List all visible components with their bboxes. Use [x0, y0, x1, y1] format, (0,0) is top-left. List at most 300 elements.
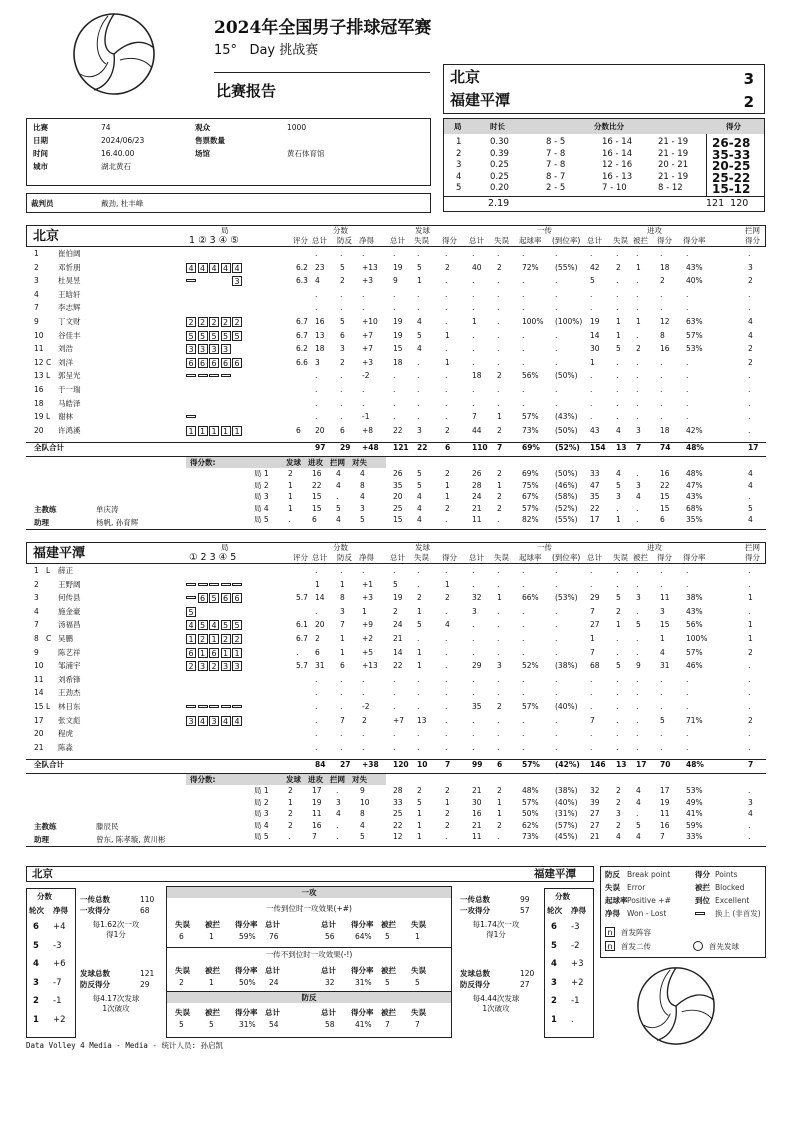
player-stat: .: [472, 303, 475, 313]
per-set-stat: 39: [590, 797, 600, 807]
per-set-points: 4: [336, 515, 341, 525]
team-header: [26, 542, 766, 564]
player-stat: 2: [660, 276, 665, 286]
per-set-points: 4: [360, 820, 365, 830]
per-set-stat: 26: [393, 469, 403, 479]
player-stat: .: [497, 742, 500, 752]
per-set-stat: .: [748, 832, 751, 842]
player-stat: .: [362, 566, 365, 575]
player-stat: .: [445, 289, 448, 299]
rot-net: +6: [53, 959, 66, 969]
per-set-stat: 11: [472, 832, 482, 842]
per-set-stat: 12: [393, 832, 403, 842]
player-stat: .: [315, 398, 318, 408]
player-stat: .: [660, 742, 663, 752]
player-stat: .: [393, 371, 396, 381]
player-stat: .: [393, 289, 396, 299]
set-position: 5: [221, 331, 231, 341]
divider: [26, 846, 766, 847]
info-value: 1000: [287, 123, 307, 132]
rot-title: 分数: [555, 892, 570, 901]
player-stat: .: [315, 606, 318, 616]
per-set-stat: 22: [590, 503, 600, 513]
player-stat: .: [616, 249, 619, 258]
player-stat: .: [616, 303, 619, 313]
player-stat: 1: [590, 634, 595, 643]
per-set-stat: 50%: [522, 809, 539, 819]
group-header: 一传: [537, 226, 552, 235]
per-set-stat: 11: [660, 809, 670, 819]
player-number: 12: [34, 357, 44, 367]
player-stat: (53%): [555, 593, 578, 603]
player-stat: .: [616, 276, 619, 286]
player-stat: 2: [340, 357, 345, 367]
per-set-points: 4: [336, 469, 341, 479]
per-set-stat: 17: [590, 515, 600, 525]
player-stat: .: [590, 289, 593, 299]
col-header: 得分: [442, 553, 457, 562]
points-col: 进攻: [308, 775, 323, 785]
player-stat: 6.6: [296, 357, 308, 367]
col-header: 得分率: [683, 236, 706, 245]
player-stat: .: [555, 606, 558, 616]
player-stat: .: [660, 729, 663, 739]
points-label: 得分数:: [190, 775, 216, 785]
player-stat: 5: [417, 620, 422, 630]
set-position: 6: [232, 358, 242, 368]
per-set-points: 7: [312, 832, 317, 842]
player-stat: .: [472, 344, 475, 354]
total-stat: 120: [393, 760, 409, 770]
player-stat: .: [497, 566, 500, 575]
player-stat: .: [497, 385, 500, 394]
total-stat: 48%: [686, 443, 704, 453]
rot-number: 2: [33, 996, 39, 1006]
total-stat: 57%: [522, 760, 540, 770]
col-header: 总计: [469, 553, 484, 562]
player-stat: 5.7: [296, 661, 308, 671]
player-role: C: [46, 634, 52, 643]
player-stat: .: [555, 620, 558, 630]
player-stat: 3: [472, 606, 477, 616]
rot-col: 轮次: [29, 906, 44, 915]
player-stat: 4: [660, 647, 665, 657]
player-stat: .: [472, 620, 475, 630]
legend-term: 失误: [605, 883, 620, 892]
player-stat: 1: [616, 620, 621, 630]
player-stat: 31: [660, 661, 670, 671]
player-stat: .: [616, 371, 619, 381]
player-stat: 1: [315, 579, 320, 589]
per-set-stat: 26: [472, 469, 482, 479]
good-left-val: 59%: [239, 932, 256, 941]
per-set-stat: 4: [417, 492, 422, 502]
player-stat: .: [445, 606, 448, 616]
player-stat: .: [660, 566, 663, 575]
player-stat: .: [497, 579, 500, 589]
divider: [444, 196, 764, 197]
page-subtitle: 15° Day 挑战赛: [214, 43, 319, 58]
per-set-points: 1: [288, 503, 293, 513]
per-set-stat: 5: [417, 469, 422, 479]
per-set-stat: 20: [393, 492, 403, 502]
info-label: 日期: [33, 136, 48, 145]
player-stat: .: [590, 412, 593, 422]
player-stat: 42: [590, 262, 600, 272]
player-stat: .: [636, 606, 639, 616]
player-stat: .: [417, 303, 420, 313]
per-set-stat: 4: [748, 480, 753, 490]
player-stat: 2: [616, 262, 621, 272]
total-stat: 7: [445, 760, 451, 770]
player-stat: .: [315, 688, 318, 698]
per-set-stat: 15: [660, 492, 670, 502]
summary-team-right: 福建平潭: [534, 868, 576, 880]
player-stat: .: [555, 715, 558, 725]
player-stat: .: [616, 412, 619, 422]
good-right-col: 得分率: [351, 920, 374, 929]
sideout-box: [166, 886, 452, 1038]
player-stat: .: [472, 566, 475, 575]
bad-right-val: 31%: [355, 978, 372, 987]
sub-marker: [198, 583, 208, 586]
legend-desc: Won - Lost: [627, 909, 667, 918]
team2-sets: 2: [743, 93, 754, 111]
player-stat: 57%: [686, 647, 703, 657]
rot-number: 6: [33, 922, 39, 932]
set-position: 6: [198, 358, 208, 368]
per-set-points: 8: [360, 480, 365, 490]
player-stat: +10: [362, 317, 378, 326]
per-set-points: 4: [336, 809, 341, 819]
player-stat: .: [445, 385, 448, 394]
player-stat: .: [660, 702, 663, 711]
player-stat: .: [340, 688, 343, 698]
col-header: 失误: [494, 236, 509, 245]
player-stat: .: [590, 371, 593, 381]
center-title: 一攻: [301, 888, 317, 897]
set-position: 6: [221, 358, 231, 368]
player-stat: .: [686, 702, 689, 711]
total-stat: 7: [497, 443, 503, 453]
set-position: 4: [221, 263, 231, 273]
per-set-stat: 82%: [522, 515, 539, 525]
player-stat: .: [660, 249, 663, 258]
legend-desc: Excellent: [715, 896, 750, 905]
player-stat: .: [660, 579, 663, 589]
player-stat: .: [590, 579, 593, 589]
player-stat: .: [522, 674, 525, 684]
per-set-stat: 2: [616, 820, 621, 830]
good-title: 一传到位时一攻效果(+#): [266, 904, 352, 913]
player-stat: -1: [362, 412, 370, 422]
player-number: 3: [34, 276, 39, 286]
player-stat: .: [362, 729, 365, 739]
set-position: 2: [221, 317, 231, 327]
per-set-stat: 67%: [522, 492, 539, 502]
player-stat: .: [393, 385, 396, 394]
bad-left-val: 24: [269, 978, 279, 987]
coach-label: 主教练: [34, 505, 57, 515]
summary-header: [26, 866, 594, 882]
player-stat: .: [590, 385, 593, 394]
info-value: 2024/06/23: [101, 136, 145, 145]
player-stat: 53%: [686, 344, 703, 354]
info-value: 16.40.00: [101, 149, 135, 158]
total-stat: 70: [660, 760, 671, 770]
rot-number: 5: [33, 940, 39, 951]
player-stat: 2: [748, 344, 753, 354]
player-stat: 7: [472, 412, 477, 422]
player-stat: .: [555, 249, 558, 258]
counter-left-val: 5: [179, 1020, 184, 1029]
per-set-points: 10: [360, 797, 370, 807]
player-stat: .: [445, 742, 448, 752]
per-set-stat: 16: [472, 809, 482, 819]
rot-number: 4: [551, 959, 557, 969]
summary-team-left: 北京: [32, 868, 53, 880]
player-stat: .: [362, 674, 365, 684]
player-stat: .: [636, 412, 639, 422]
set-position: 1: [221, 426, 231, 436]
player-stat: .: [445, 661, 448, 671]
player-stat: 14: [590, 330, 600, 340]
per-set-stat: 4: [636, 797, 641, 807]
set-partial: 16 - 14: [602, 148, 633, 159]
set-duration: 0.30: [490, 137, 509, 147]
player-stat: .: [522, 276, 525, 286]
player-stat: 19: [590, 317, 600, 326]
per-set-points: 4: [360, 469, 365, 479]
player-stat: +7: [362, 344, 374, 354]
divider: [706, 134, 707, 196]
set-position: 2: [232, 634, 242, 644]
legend-box: [600, 866, 766, 958]
player-stat: (43%): [555, 412, 578, 422]
total-stat: 121: [393, 443, 409, 453]
rot-number: 1: [551, 1014, 557, 1025]
set-position: 5: [232, 331, 242, 341]
legend-desc: Points: [715, 870, 738, 879]
rot-number: 5: [551, 940, 557, 951]
total-stat: 84: [315, 760, 326, 770]
set-position: 4: [209, 620, 219, 630]
player-stat: 3: [748, 262, 753, 272]
player-stat: .: [472, 385, 475, 394]
player-stat: .: [445, 303, 448, 313]
good-left-col: 被拦: [205, 920, 220, 929]
player-stat: 8: [660, 330, 665, 340]
bad-left-val: 50%: [239, 978, 256, 987]
player-stat: .: [660, 357, 663, 367]
per-set-points: 15: [312, 503, 322, 513]
per-set-stat: .: [445, 515, 448, 525]
rot-net: -3: [53, 940, 62, 951]
player-stat: .: [555, 647, 558, 657]
starter-box: n: [605, 927, 615, 937]
player-stat: .: [340, 303, 343, 313]
total-stat: 99: [472, 760, 483, 770]
player-stat: .: [522, 742, 525, 752]
per-set-label: 局 4: [254, 503, 269, 513]
player-stat: (50%): [555, 371, 578, 381]
per-set-stat: 35: [590, 492, 600, 502]
player-stat: .: [636, 385, 639, 394]
rot-col: 净得: [53, 906, 68, 915]
good-right-val: 56: [325, 932, 335, 941]
player-stat: .: [497, 289, 500, 299]
group-header: 分数: [333, 226, 348, 235]
player-stat: .: [686, 579, 689, 589]
player-stat: 5: [417, 330, 422, 340]
player-stat: .: [686, 249, 689, 258]
player-stat: .: [522, 634, 525, 643]
rotation-box-right: [544, 888, 594, 1038]
player-stat: 3: [340, 344, 345, 354]
set-position: 5: [232, 620, 242, 630]
player-stat: 11: [660, 593, 670, 603]
player-stat: 12: [660, 317, 670, 326]
player-stat: 2: [393, 606, 398, 616]
bad-left-val: 2: [179, 978, 184, 987]
set-score: 20-25: [712, 159, 751, 173]
legend-term: 净得: [605, 909, 620, 918]
player-stat: .: [660, 289, 663, 299]
player-stat: .: [555, 729, 558, 739]
set-position: 6: [209, 358, 219, 368]
total-stat: 17: [748, 443, 759, 453]
player-sets: [186, 371, 232, 387]
col-header: 失误: [494, 553, 509, 562]
player-stat: .: [636, 579, 639, 589]
player-stat: 3: [660, 606, 665, 616]
player-stat: .: [315, 385, 318, 394]
col-header: 分数比分: [594, 122, 624, 131]
player-stat: .: [497, 344, 500, 354]
per-set-stat: 4: [636, 786, 641, 796]
player-stat: .: [472, 330, 475, 340]
player-stat: 4: [616, 425, 621, 435]
referee-box: [26, 193, 431, 213]
per-set-stat: 4: [748, 809, 753, 819]
col-header: 得分: [726, 122, 741, 131]
player-number: 13: [34, 371, 44, 381]
per-set-points: 2: [288, 809, 293, 819]
player-number: 20: [34, 729, 44, 739]
set-position: 2: [232, 317, 242, 327]
legend-term: 到位: [695, 896, 710, 905]
sub-marker: [209, 374, 219, 377]
player-name: 杜昊昱: [58, 276, 81, 286]
player-stat: .: [590, 742, 593, 752]
player-stat: 1: [340, 647, 345, 657]
player-stat: .: [686, 566, 689, 575]
player-stat: .: [636, 742, 639, 752]
bad-right-col: 总计: [321, 966, 336, 975]
total-stat: (42%): [555, 760, 580, 770]
player-stat: 57%: [522, 702, 539, 711]
player-stat: (40%): [555, 702, 578, 711]
set-position: 2: [198, 634, 208, 644]
player-stat: .: [315, 702, 318, 711]
player-stat: .: [660, 398, 663, 408]
counter-right-val: 41%: [355, 1020, 372, 1029]
per-set-stat: 2: [445, 469, 450, 479]
per-set-label: 局 2: [254, 797, 269, 807]
player-stat: .: [315, 371, 318, 381]
player-stat: .: [417, 742, 420, 752]
set-position: 2: [209, 317, 219, 327]
good-right-val: 1: [415, 932, 420, 941]
sub-marker: [209, 583, 219, 586]
player-stat: 2: [497, 702, 502, 711]
player-stat: .: [340, 371, 343, 381]
player-stat: .: [616, 674, 619, 684]
player-stat: .: [748, 371, 751, 381]
player-stat: .: [472, 634, 475, 643]
set-score: 25-22: [712, 170, 751, 185]
per-set-stat: .: [497, 515, 500, 525]
player-stat: 14: [393, 647, 403, 657]
left-srv-value: 29: [140, 980, 150, 989]
volleyball-icon: [636, 966, 716, 1046]
player-stat: .: [445, 674, 448, 684]
per-set-stat: 1: [417, 809, 422, 819]
col-header: 净得: [359, 236, 374, 245]
set-position: 4: [186, 620, 196, 630]
per-set-stat: 35%: [686, 515, 703, 525]
player-stat: .: [497, 674, 500, 684]
right-srv-note: 1次破攻: [482, 1004, 510, 1013]
player-stat: 4: [748, 330, 753, 340]
per-set-stat: 5: [748, 503, 753, 513]
player-name: 王野阔: [58, 579, 81, 589]
per-set-stat: .: [616, 503, 619, 513]
set-position: 5: [198, 331, 208, 341]
col-header: 被拦: [633, 236, 648, 245]
per-set-points: .: [288, 515, 291, 525]
info-value: 黄石体育馆: [287, 149, 325, 158]
player-stat: +8: [362, 425, 374, 435]
per-set-stat: 48%: [522, 786, 539, 796]
player-stat: .: [616, 715, 619, 725]
player-name: 邓忻朋: [58, 262, 81, 272]
player-stat: .: [555, 742, 558, 752]
per-set-stat: 1: [417, 832, 422, 842]
player-stat: 4: [445, 620, 450, 630]
player-number: 11: [34, 674, 44, 684]
player-name: 刘希锋: [58, 674, 81, 684]
total-stat: 6: [497, 760, 503, 770]
left-recv-label: 一传总数: [80, 895, 110, 904]
player-stat: 5: [340, 317, 345, 326]
per-set-points: 17: [312, 786, 322, 796]
rot-title: 分数: [37, 892, 52, 901]
counter-right-col: 得分率: [351, 1008, 374, 1017]
per-set-stat: .: [636, 809, 639, 819]
player-stat: .: [555, 385, 558, 394]
coach-name: 滕辰民: [96, 822, 119, 832]
player-stat: .: [497, 398, 500, 408]
player-number: 4: [34, 606, 39, 616]
sub-marker: [221, 705, 231, 708]
player-stat: .: [497, 357, 500, 367]
per-set-stat: 3: [748, 797, 753, 807]
set-position: 1: [232, 648, 242, 658]
per-set-stat: 6: [660, 515, 665, 525]
player-stat: 43: [590, 425, 600, 435]
per-set-stat: 4: [636, 832, 641, 842]
